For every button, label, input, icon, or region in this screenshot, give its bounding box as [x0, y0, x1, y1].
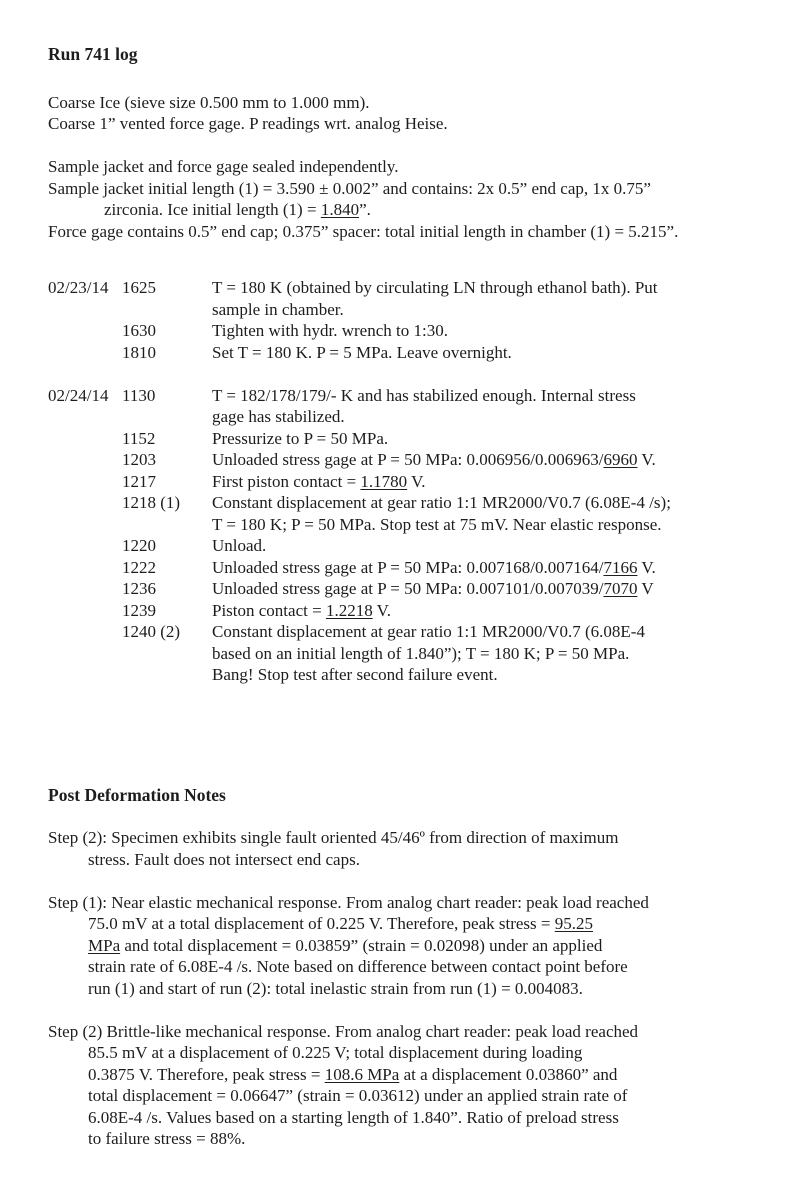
log-day: [48, 385, 763, 686]
log-entry: [48, 449, 763, 471]
underlined-value: 7166: [603, 557, 638, 577]
log-entry-text: [212, 471, 763, 493]
log-line: Constant displacement at gear ratio 1:1 MR2000/V0.7 (6.08E-4 /s);: [212, 493, 671, 512]
underlined-value: 1.840: [320, 200, 360, 219]
log-line: T = 182/178/179/- K and has stabilized enough. Internal stress: [212, 385, 636, 405]
log-line: Constant displacement at gear ratio 1:1 MR2000/V0.7 (6.08E-4: [212, 622, 645, 641]
log-line: Unloaded stress gage at P = 50 MPa: 0.007168/0.007164/7166 V.: [212, 557, 656, 577]
log-time: 1130: [122, 385, 156, 405]
log-entry: [48, 471, 763, 493]
underlined-value: 108.6 MPa: [324, 1064, 400, 1084]
step-label: Step (1):: [48, 892, 112, 912]
intro-paragraph: [48, 92, 763, 135]
step-label: Step (2):: [48, 828, 112, 847]
run-log-section: [48, 277, 763, 686]
post-deformation-section: [48, 827, 763, 1150]
step-line: Step (2): Specimen exhibits single fault oriented 45/46º from direction of maximum: [48, 828, 619, 847]
log-entry-text: [212, 600, 763, 622]
underlined-value: 95.25: [554, 914, 594, 933]
log-line: First piston contact = 1.1780 V.: [212, 471, 426, 491]
log-time: 1152: [122, 428, 156, 448]
log-time: 1220: [122, 536, 156, 555]
log-entry: [48, 557, 763, 579]
log-entry-text: [212, 449, 763, 471]
step-line: to failure stress = 88%.: [88, 1129, 246, 1148]
step-line: 6.08E-4 /s. Values based on a starting length of 1.840”. Ratio of preload stress: [88, 1107, 619, 1127]
log-time: 1810: [122, 342, 156, 362]
log-line: Unloaded stress gage at P = 50 MPa: 0.006956/0.006963/6960 V.: [212, 450, 656, 469]
step-line: 85.5 mV at a displacement of 0.225 V; total displacement during loading: [88, 1043, 583, 1062]
underlined-value: 7070: [603, 579, 638, 598]
intro-line: Sample jacket initial length (1) = 3.590 ± 0.002” and contains: 2x 0.5” end cap, 1x 0.75”: [48, 178, 651, 198]
log-entry-text: [212, 385, 763, 428]
underlined-value: 1.2218: [325, 600, 373, 620]
log-entry: [48, 342, 763, 364]
log-time: 1240 (2): [122, 622, 181, 641]
log-entry: [48, 600, 763, 622]
underlined-value: MPa: [88, 935, 121, 955]
log-entry-text: [212, 277, 763, 320]
intro-line: zirconia. Ice initial length (1) = 1.840”.: [104, 200, 371, 219]
log-time: 1236: [122, 579, 156, 598]
underlined-value: 6960: [603, 450, 638, 469]
step-line: strain rate of 6.08E-4 /s. Note based on difference between contact point before: [88, 957, 628, 976]
step-note: [48, 892, 763, 1000]
step-line: stress. Fault does not intersect end caps.: [88, 849, 360, 869]
intro-line: Force gage contains 0.5” end cap; 0.375” spacer: total initial length in chamber (1) = 5.215”.: [48, 221, 679, 241]
log-entry: [48, 535, 763, 557]
step-line: 0.3875 V. Therefore, peak stress = 108.6 MPa at a displacement 0.03860” and: [88, 1064, 618, 1084]
log-time: 1203: [122, 450, 156, 469]
log-entry-text: [212, 342, 763, 364]
log-entry-text: [212, 578, 763, 600]
intro-paragraph: [48, 156, 763, 242]
log-entry: [48, 385, 763, 428]
page-title: Run 741 log: [48, 44, 138, 64]
log-entry: [48, 621, 763, 686]
intro-line: Coarse Ice (sieve size 0.500 mm to 1.000 mm).: [48, 92, 370, 112]
log-entry-text: [212, 492, 763, 535]
post-deformation-heading: Post Deformation Notes: [48, 784, 226, 805]
log-line: Piston contact = 1.2218 V.: [212, 600, 391, 620]
intro-section: [48, 92, 763, 243]
step-line: Step (1): Near elastic mechanical response. From analog chart reader: peak load reached: [48, 892, 649, 912]
log-entry: [48, 320, 763, 342]
step-line: Step (2) Brittle-like mechanical response. From analog chart reader: peak load reached: [48, 1021, 639, 1041]
step-line: total displacement = 0.06647” (strain = 0.03612) under an applied strain rate of: [88, 1086, 628, 1105]
log-time: 1630: [122, 321, 156, 340]
log-line: sample in chamber.: [212, 299, 344, 319]
log-time: 1217: [122, 471, 156, 491]
log-time: 1218 (1): [122, 493, 181, 512]
log-entry: [48, 578, 763, 600]
log-entry: [48, 492, 763, 535]
log-entry-text: [212, 557, 763, 579]
log-line: based on an initial length of 1.840”); T = 180 K; P = 50 MPa.: [212, 643, 630, 663]
step-label: Step (2): [48, 1021, 107, 1041]
log-entry: [48, 277, 763, 320]
log-date: 02/23/14: [48, 278, 109, 297]
log-entry-text: [212, 535, 763, 557]
log-entry: [48, 428, 763, 450]
log-line: T = 180 K (obtained by circulating LN through ethanol bath). Put: [212, 278, 658, 297]
log-line: gage has stabilized.: [212, 407, 345, 426]
intro-line: Coarse 1” vented force gage. P readings wrt. analog Heise.: [48, 114, 448, 133]
log-entry-text: [212, 320, 763, 342]
intro-line: Sample jacket and force gage sealed independently.: [48, 157, 399, 176]
log-time: 1222: [122, 557, 156, 577]
log-line: Unloaded stress gage at P = 50 MPa: 0.007101/0.007039/7070 V: [212, 579, 654, 598]
log-day: [48, 277, 763, 363]
log-line: Tighten with hydr. wrench to 1:30.: [212, 321, 448, 340]
log-entry-text: [212, 428, 763, 450]
log-entry-text: [212, 621, 763, 686]
underlined-value: 1.1780: [360, 471, 408, 491]
log-line: Bang! Stop test after second failure event.: [212, 665, 498, 684]
log-time: 1625: [122, 278, 156, 297]
step-line: MPa and total displacement = 0.03859” (strain = 0.02098) under an applied: [88, 935, 603, 955]
log-line: Unload.: [212, 536, 267, 555]
log-line: T = 180 K; P = 50 MPa. Stop test at 75 mV. Near elastic response.: [212, 514, 662, 534]
log-line: Pressurize to P = 50 MPa.: [212, 428, 389, 448]
step-line: 75.0 mV at a total displacement of 0.225 V. Therefore, peak stress = 95.25: [88, 914, 594, 933]
log-date: 02/24/14: [48, 385, 109, 405]
step-line: run (1) and start of run (2): total inelastic strain from run (1) = 0.004083.: [88, 978, 583, 998]
step-note: [48, 1021, 763, 1150]
log-time: 1239: [122, 600, 156, 620]
log-line: Set T = 180 K. P = 5 MPa. Leave overnight.: [212, 342, 512, 362]
step-note: [48, 827, 763, 870]
